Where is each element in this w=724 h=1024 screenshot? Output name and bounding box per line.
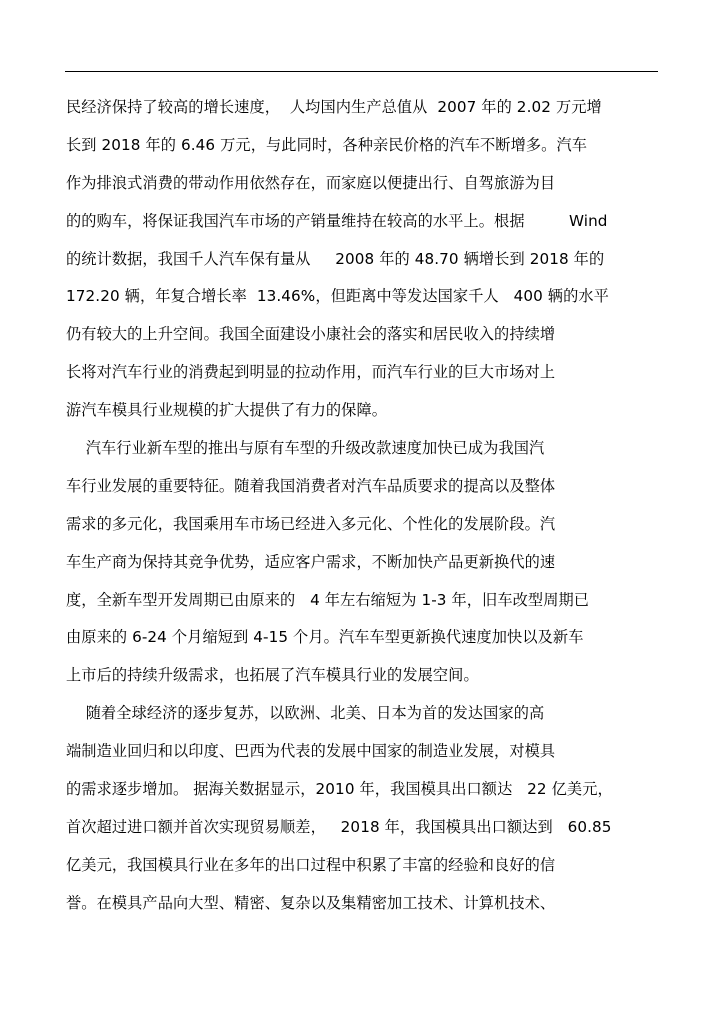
text-line: 度，全新车型开发周期已由原来的 4 年左右缩短为 1-3 年，旧车改型周期已 <box>66 590 590 609</box>
text-line: 的统计数据，我国千人汽车保有量从 2008 年的 48.70 辆增长到 2018 年的 <box>66 249 605 268</box>
body-text <box>66 88 666 922</box>
text-line: 汽车行业新车型的推出与原有车型的升级改款速度加快已成为我国汽 <box>66 439 545 458</box>
text-line: 仍有较大的上升空间。我国全面建设小康社会的落实和居民收入的持续增 <box>66 325 556 344</box>
text-line: 随着全球经济的逐步复苏，以欧洲、北美、日本为首的发达国家的高 <box>66 704 545 723</box>
text-line: 的需求逐步增加。 据海关数据显示，2010 年，我国模具出口额达 22 亿美元， <box>66 780 613 799</box>
text-line: 需求的多元化，我国乘用车市场已经进入多元化、个性化的发展阶段。汽 <box>66 514 556 533</box>
text-line: 长到 2018 年的 6.46 万元，与此同时，各种亲民价格的汽车不断增多。汽车 <box>66 135 588 154</box>
header-rule <box>65 71 658 72</box>
text-line: 端制造业回归和以印度、巴西为代表的发展中国家的制造业发展，对模具 <box>66 742 556 761</box>
text-line: 上市后的持续升级需求，也拓展了汽车模具行业的发展空间。 <box>66 666 479 685</box>
text-line: 誉。在模具产品向大型、精密、复杂以及集精密加工技术、计算机技术、 <box>66 893 556 912</box>
text-line: 首次超过进口额并首次实现贸易顺差， 2018 年，我国模具出口额达到 60.85 <box>66 817 612 836</box>
text-line: 游汽车模具行业规模的扩大提供了有力的保障。 <box>66 401 388 420</box>
text-line: 车生产商为保持其竞争优势，适应客户需求，不断加快产品更新换代的速 <box>66 552 556 571</box>
text-line: 车行业发展的重要特征。随着我国消费者对汽车品质要求的提高以及整体 <box>66 476 556 495</box>
text-line: 民经济保持了较高的增长速度， 人均国内生产总值从 2007 年的 2.02 万元增 <box>66 98 602 116</box>
text-line: 亿美元，我国模具行业在多年的出口过程中积累了丰富的经验和良好的信 <box>66 855 556 874</box>
text-line: 长将对汽车行业的消费起到明显的拉动作用，而汽车行业的巨大市场对上 <box>66 363 556 382</box>
text-line: 作为排浪式消费的带动作用依然存在，而家庭以便捷出行、自驾旅游为目 <box>66 173 556 192</box>
text-line: 由原来的 6-24 个月缩短到 4-15 个月。汽车车型更新换代速度加快以及新车 <box>66 628 584 647</box>
text-line: 的的购车，将保证我国汽车市场的产销量维持在较高的水平上。根据 Wind <box>66 211 608 230</box>
text-line: 172.20 辆，年复合增长率 13.46%，但距离中等发达国家千人 400 辆的水平 <box>66 287 609 306</box>
